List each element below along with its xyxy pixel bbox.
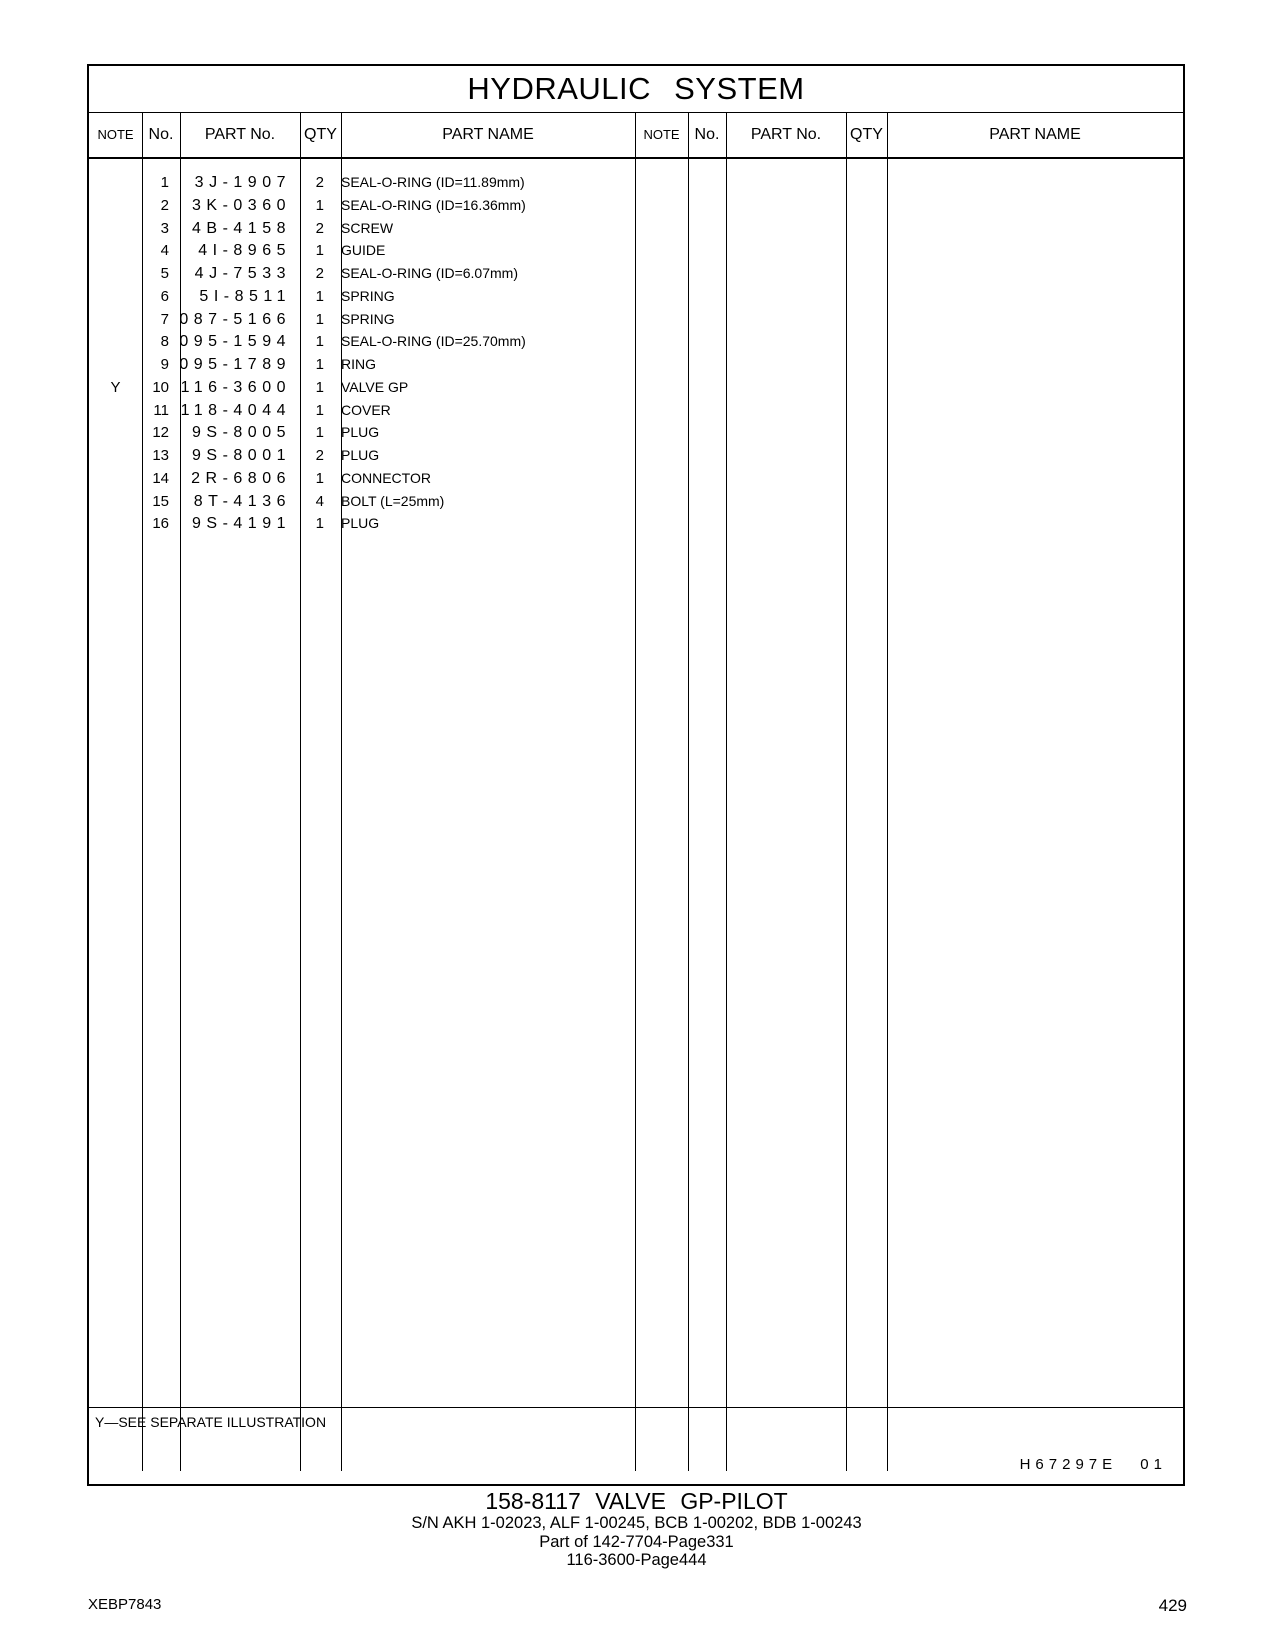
row-part-name: SEAL-O-RING (ID=25.70mm) [341, 333, 526, 350]
row-part-number: 5I-8511 [199, 287, 291, 305]
row-part-number: 9S-4191 [192, 515, 291, 533]
document-code: XEBP7843 [88, 1596, 162, 1613]
page-number: 429 [1158, 1596, 1187, 1615]
row-part-name: SEAL-O-RING (ID=16.36mm) [341, 196, 526, 213]
row-part-name: VALVE GP [341, 378, 409, 395]
footnote: Y—SEE SEPARATE ILLUSTRATION [95, 1414, 327, 1430]
footer-rule [89, 1407, 1183, 1408]
row-part-name: SPRING [341, 287, 395, 304]
row-item-number: 4 [160, 242, 169, 260]
row-quantity: 1 [315, 401, 324, 419]
caption-serial-numbers: S/N AKH 1-02023, ALF 1-00245, BCB 1-00202, BDB 1-00243 [411, 1514, 862, 1532]
row-quantity: 1 [315, 515, 324, 533]
row-part-name: COVER [341, 401, 391, 418]
table-row [89, 288, 619, 311]
column-divider [726, 112, 727, 1471]
caption-reference: 116-3600-Page444 [566, 1551, 707, 1569]
row-part-name: BOLT (L=25mm) [341, 492, 445, 509]
parts-list-sheet [87, 64, 1185, 1486]
row-part-number: 3K-0360 [192, 196, 291, 214]
row-part-number: 8T-4136 [193, 492, 291, 510]
table-row [89, 356, 619, 379]
row-item-number: 10 [152, 378, 169, 396]
row-item-number: 6 [160, 287, 169, 305]
column-divider [887, 112, 888, 1471]
row-part-number: 3J-1907 [194, 174, 291, 191]
row-quantity: 1 [315, 469, 324, 487]
row-item-number: 3 [160, 219, 169, 237]
row-item-number: 15 [152, 492, 169, 510]
row-part-number: 116-3600 [180, 378, 291, 396]
row-part-name: SCREW [341, 219, 394, 236]
row-part-name: SPRING [341, 310, 395, 327]
row-quantity: 1 [315, 287, 324, 305]
header-note-right: NOTE [635, 112, 688, 158]
row-part-number: 4J-7533 [194, 265, 291, 282]
row-quantity: 1 [315, 310, 324, 328]
row-part-name: SEAL-O-RING (ID=11.89mm) [341, 174, 525, 190]
table-row [89, 220, 619, 243]
table-row [89, 470, 619, 493]
row-quantity: 2 [315, 447, 324, 464]
header-no-left: No. [142, 112, 180, 158]
header-qty-left: QTY [300, 112, 341, 158]
row-quantity: 1 [315, 356, 324, 373]
row-item-number: 9 [160, 356, 169, 373]
header-rule [89, 158, 1183, 159]
row-part-name: RING [341, 356, 376, 372]
row-quantity: 2 [315, 265, 324, 282]
row-quantity: 4 [315, 492, 324, 510]
table-row [89, 447, 619, 470]
row-note: Y [110, 378, 121, 396]
row-quantity: 2 [315, 174, 324, 191]
table-row [89, 402, 619, 425]
table-row [89, 333, 619, 356]
table-row [89, 311, 619, 334]
row-item-number: 13 [152, 447, 169, 464]
row-quantity: 1 [315, 424, 324, 442]
column-divider-center [635, 112, 636, 1471]
header-part-no-left: PART No. [180, 112, 300, 158]
row-item-number: 11 [153, 401, 169, 419]
row-part-name: PLUG [341, 515, 380, 532]
row-part-number: 4I-8965 [198, 242, 291, 260]
row-item-number: 7 [160, 310, 169, 328]
table-row [89, 493, 619, 516]
header-part-no-right: PART No. [726, 112, 846, 158]
row-part-number: 9S-8001 [192, 447, 291, 464]
header-qty-right: QTY [846, 112, 887, 158]
header-note-left: NOTE [89, 112, 142, 158]
page-title: HYDRAULIC SYSTEM [89, 66, 1183, 113]
row-item-number: 14 [152, 469, 169, 487]
row-part-number: 9S-8005 [192, 424, 291, 442]
table-row [89, 174, 619, 197]
row-item-number: 16 [152, 515, 169, 533]
row-quantity: 1 [315, 242, 324, 260]
row-part-name: PLUG [341, 447, 380, 463]
table-row [89, 424, 619, 447]
row-item-number: 8 [160, 333, 169, 351]
header-no-right: No. [688, 112, 726, 158]
row-part-name: PLUG [341, 424, 380, 441]
table-row [89, 242, 619, 265]
table-row [89, 265, 619, 288]
row-item-number: 12 [152, 424, 169, 442]
row-item-number: 2 [160, 196, 169, 214]
column-divider [846, 112, 847, 1471]
row-part-name: GUIDE [341, 242, 386, 259]
row-part-number: 118-4044 [180, 401, 291, 419]
row-quantity: 1 [315, 378, 324, 396]
row-part-number: 095-1594 [179, 333, 291, 351]
row-item-number: 1 [160, 174, 169, 191]
row-quantity: 2 [315, 219, 324, 237]
table-row [89, 515, 619, 538]
row-part-number: 2R-6806 [191, 469, 291, 487]
row-quantity: 1 [315, 196, 324, 214]
column-divider [688, 112, 689, 1471]
header-part-name-left: PART NAME [341, 112, 635, 158]
caption-title: 158-8117 VALVE GP-PILOT [485, 1488, 788, 1514]
table-row [89, 197, 619, 220]
row-part-name: SEAL-O-RING (ID=6.07mm) [341, 265, 518, 281]
caption-part-of: Part of 142-7704-Page331 [539, 1532, 734, 1551]
header-part-name-right: PART NAME [887, 112, 1183, 158]
row-part-name: CONNECTOR [341, 469, 431, 486]
drawing-id: H67297E 01 [1019, 1456, 1167, 1473]
table-row [89, 379, 619, 402]
row-part-number: 4B-4158 [192, 219, 291, 237]
row-item-number: 5 [160, 265, 169, 282]
row-part-number: 095-1789 [179, 356, 291, 373]
row-part-number: 087-5166 [179, 310, 291, 328]
row-quantity: 1 [315, 333, 324, 351]
caption-block [0, 1488, 1273, 1570]
